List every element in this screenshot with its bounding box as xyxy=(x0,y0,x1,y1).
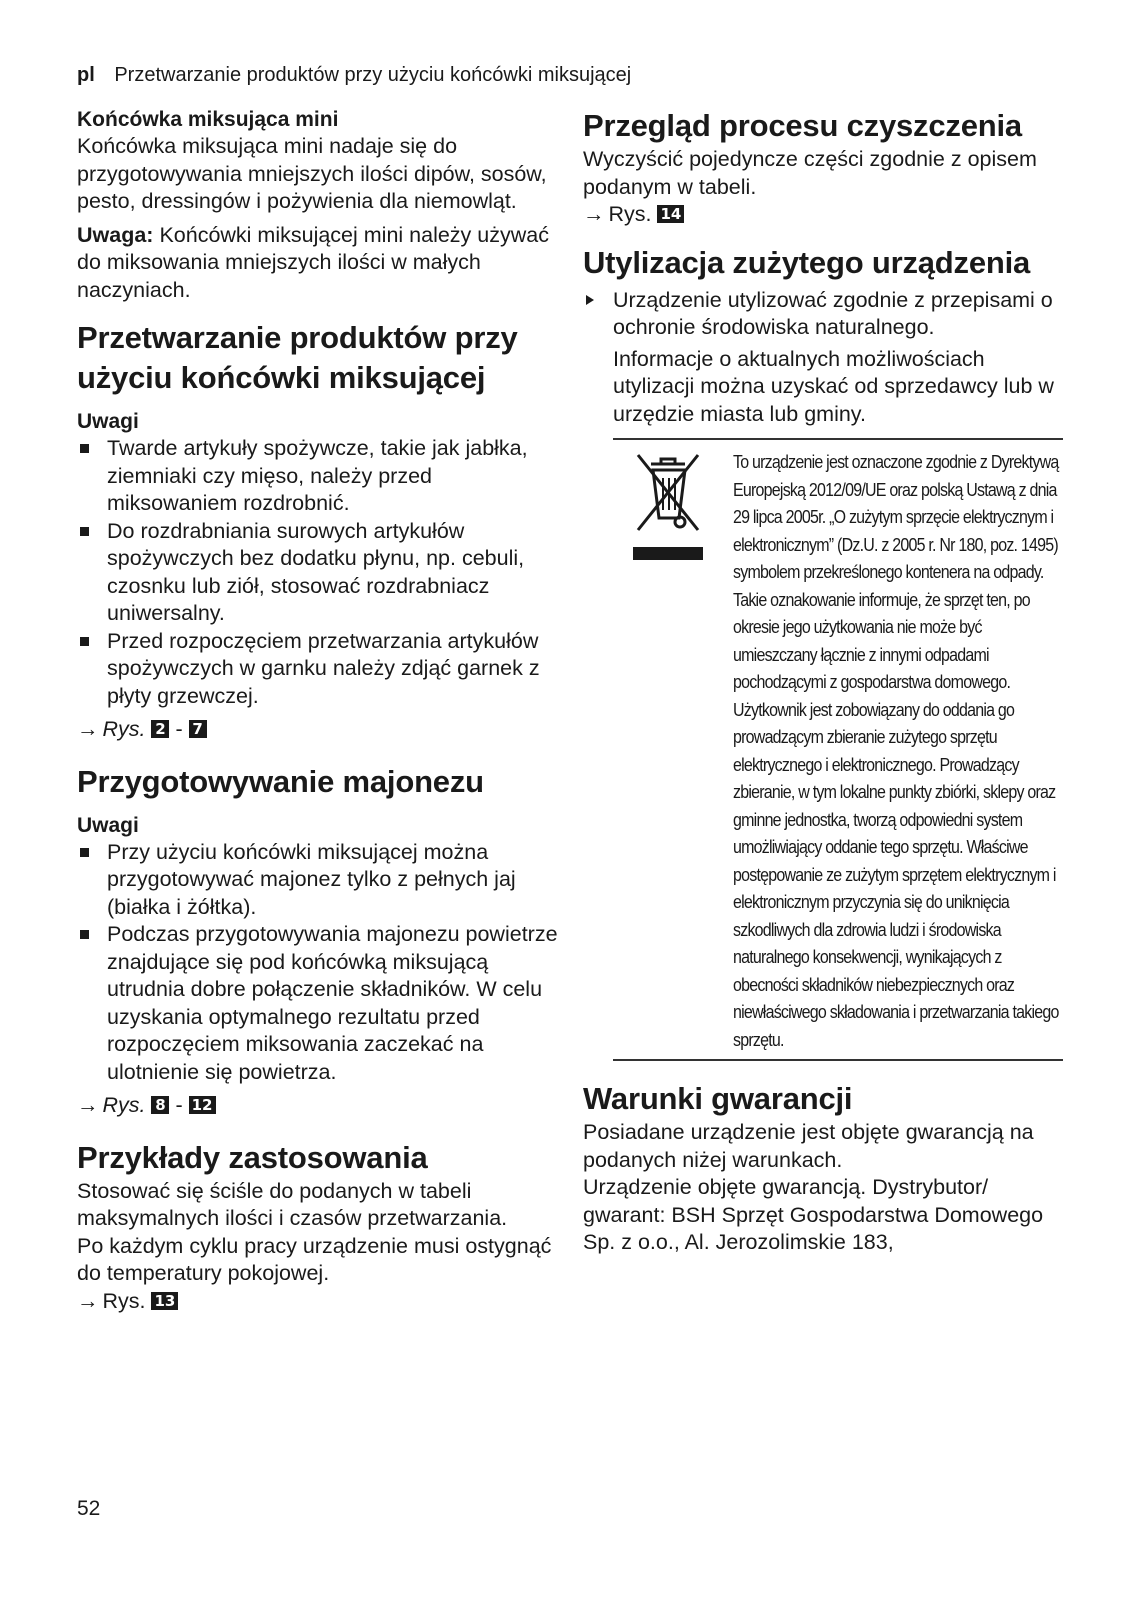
list-item: Podczas przygotowywania majonezu powietrze znajdujące się pod końcówką miksującą utrudnia dobre połączenie składników. W celu uzyskania optymalnego rezultatu przed rozpoczęciem miksowania zaczekać na ulotnienie się powietrza. xyxy=(77,921,567,1086)
language-code: pl xyxy=(77,64,95,86)
weee-text: To urządzenie jest oznaczone zgodnie z Dyrektywą Europejską 2012/09/UE oraz polską Ustawą z dnia 29 lipca 2005r. „O zużytym sprzęcie elektrycznym i elektronicznym” (Dz.U. z 2005 r. Nr 180, poz. 1495) symbolem przekreślonego kontenera na odpady. Takie oznakowanie informuje, że sprzęt ten, po okresie jego użytkowania nie może być umieszczany łącznie z innymi odpadami pochodzącymi z gospodarstwa domowego. Użytkownik jest zobowiązany do oddania go prowadzącym zbieranie zużytego sprzętu elektrycznego i elektronicznego. Prowadzący zbieranie, w tym lokalne punkty zbiórki, sklepy oraz gminne jednostka, tworzą odpowiedni system umożliwiający oddanie tego sprzętu. Właściwe postępowanie ze zużytym sprzętem elektrycznym i elektronicznym przyczynia się do uniknięcia szkodliwych dla zdrowia ludzi i środowiska naturalnego konsekwencji, wynikających z obecności składników niebezpiecznych oraz niewłaściwego składowania i przetwarzania takiego sprzętu. xyxy=(733,451,1059,1050)
running-header xyxy=(77,62,631,88)
right-arrow-icon: → xyxy=(77,717,99,741)
mini-blender-text: Końcówka miksująca mini nadaje się do przygotowywania mniejszych ilości dipów, sosów, pesto, dressingów i pożywienia dla niemowląt. xyxy=(77,134,547,213)
cleaning-text: Wyczyścić pojedyncze części zgodnie z opisem podanym w tabeli. xyxy=(583,147,1037,199)
square-bullet-icon xyxy=(80,848,89,857)
right-arrow-icon: → xyxy=(77,1093,99,1117)
note-label: Uwaga: xyxy=(77,222,154,247)
processing-notes-list xyxy=(77,435,567,710)
page-number: 52 xyxy=(77,1497,101,1520)
triangle-bullet-icon xyxy=(586,295,594,305)
right-arrow-icon: → xyxy=(77,1288,99,1313)
figure-reference: → Rys. 14 xyxy=(583,201,1063,229)
mini-blender-note xyxy=(77,222,567,305)
processing-notes-label: Uwagi xyxy=(77,410,139,433)
list-item: Przy użyciu końcówki miksującej można przygotowywać majonez tylko z pełnych jaj (białka i żółtka). xyxy=(77,839,567,922)
figure-reference: → Rys. 13 xyxy=(77,1288,567,1316)
list-item: Urządzenie utylizować zgodnie z przepisami o ochronie środowiska naturalnego. xyxy=(583,287,1063,342)
header-title: Przetwarzanie produktów przy użyciu końcówki miksującej xyxy=(114,64,632,86)
left-column xyxy=(77,106,567,1315)
figure-number-badge: 8 xyxy=(151,1096,169,1114)
figure-number-badge: 14 xyxy=(657,205,684,223)
figure-number-badge: 2 xyxy=(151,720,169,738)
list-item: Twarde artykuły spożywcze, takie jak jabłka, ziemniaki czy mięso, należy przed miksowaniem rozdrobnić. xyxy=(77,435,567,518)
figure-number-badge: 7 xyxy=(189,720,207,738)
list-item: Do rozdrabniania surowych artykułów spożywczych bez dodatku płynu, np. cebuli, czosnku lub ziół, stosować rozdrabniacz uniwersalny. xyxy=(77,518,567,628)
processing-heading: Przetwarzanie produktów przy użyciu końcówki miksującej xyxy=(77,320,518,395)
figure-reference: → Rys. 2 - 7 xyxy=(77,716,567,744)
mayo-heading: Przygotowywanie majonezu xyxy=(77,763,484,799)
examples-text: Stosować się ściśle do podanych w tabeli maksymalnych ilości i czasów przetwarzania. xyxy=(77,1178,508,1230)
mayo-notes-label: Uwagi xyxy=(77,813,139,837)
right-column xyxy=(583,106,1063,1257)
disposal-info: Informacje o aktualnych możliwościach utylizacji można uzyskać od sprzedawcy lub w urzędzie miasta lub gminy. xyxy=(613,346,1054,426)
weee-notice xyxy=(613,438,1063,1061)
square-bullet-icon xyxy=(80,444,89,453)
warranty-text: Posiadane urządzenie jest objęte gwarancją na podanych niżej warunkach. xyxy=(583,1120,1034,1172)
warranty-distributor: Urządzenie objęte gwarancją. Dystrybutor/ gwarant: BSH Sprzęt Gospodarstwa Domowego Sp. z o.o., Al. Jerozolimskie 183, xyxy=(583,1175,1044,1254)
mayo-notes-list xyxy=(77,839,567,1087)
warranty-heading: Warunki gwarancji xyxy=(583,1081,853,1116)
disposal-heading: Utylizacja zużytego urządzenia xyxy=(583,244,1031,280)
square-bullet-icon xyxy=(80,637,89,646)
examples-heading: Przykłady zastosowania xyxy=(77,1139,428,1175)
disposal-list xyxy=(583,287,1063,342)
figure-number-badge: 12 xyxy=(189,1096,216,1114)
square-bullet-icon xyxy=(80,527,89,536)
cleaning-heading: Przegląd procesu czyszczenia xyxy=(583,108,1022,143)
list-item: Przed rozpoczęciem przetwarzania artykułów spożywczych w garnku należy zdjąć garnek z płyty grzewczej. xyxy=(77,628,567,711)
square-bullet-icon xyxy=(80,930,89,939)
mini-blender-subheading: Końcówka miksująca mini xyxy=(77,108,339,131)
examples-text-cooling: Po każdym cyklu pracy urządzenie musi ostygnąć do temperatury pokojowej. xyxy=(77,1233,552,1285)
figure-reference: → Rys. 8 - 12 xyxy=(77,1092,567,1120)
right-arrow-icon: → xyxy=(583,202,605,226)
crossed-out-wheelie-bin-icon xyxy=(633,450,703,560)
note-text: Końcówki miksującej mini należy używać do miksowania mniejszych ilości w małych naczyniach. xyxy=(77,222,549,302)
figure-number-badge: 13 xyxy=(151,1292,178,1310)
